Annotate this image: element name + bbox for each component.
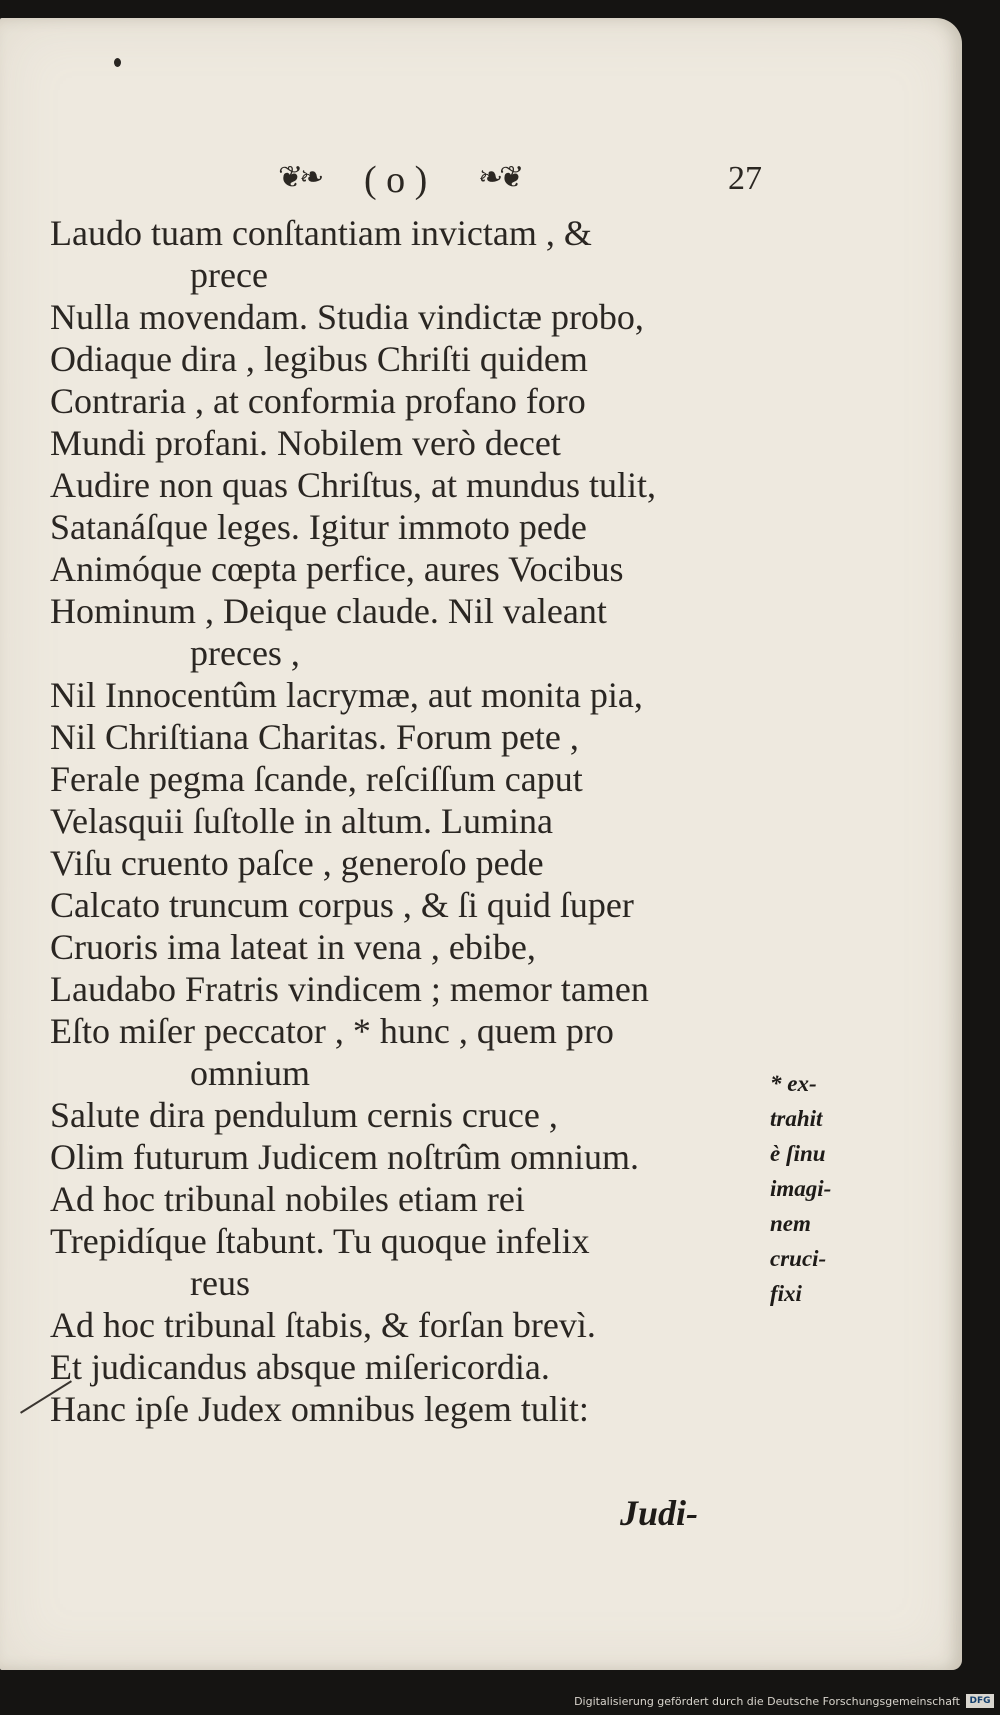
page-mark: ( o )	[364, 159, 428, 201]
verse-line: Eſto miſer peccator , * hunc , quem pro	[50, 1011, 614, 1051]
verse-line: Contraria , at conformia profano foro	[50, 381, 586, 421]
verse-line: Trepidíque ſtabunt. Tu quoque infelix	[50, 1221, 590, 1261]
ink-dot	[114, 58, 121, 67]
verse-line: Salute dira pendulum cernis cruce ,	[50, 1095, 558, 1135]
page-header	[0, 156, 962, 206]
verse-line: Nil Innocentûm lacrymæ, aut monita pia,	[50, 675, 643, 715]
marginal-note	[770, 1066, 870, 1311]
verse-line: Nil Chriſtiana Charitas. Forum pete ,	[50, 717, 579, 757]
catchword: Judi-	[620, 1493, 699, 1533]
marginal-note-line: nem	[770, 1211, 811, 1236]
verse-line: Ad hoc tribunal ſtabis, & forſan brevì.	[50, 1305, 596, 1345]
verse-body	[50, 212, 770, 1430]
verse-line: Odiaque dira , legibus Chriſti quidem	[50, 339, 588, 379]
verse-line: Cruoris ima lateat in vena , ebibe,	[50, 927, 536, 967]
verse-line: Olim futurum Judicem noſtrûm omnium.	[50, 1137, 639, 1177]
page-number: 27	[728, 160, 762, 197]
verse-line: preces ,	[190, 633, 300, 673]
verse-line: Laudo tuam conſtantiam invictam , &	[50, 213, 592, 253]
marginal-note-line: è ſinu	[770, 1141, 826, 1166]
verse-line: Mundi profani. Nobilem verò decet	[50, 423, 561, 463]
footer-credit: Digitalisierung gefördert durch die Deutsche Forschungsgemeinschaft	[574, 1694, 960, 1708]
dfg-logo: DFG	[966, 1694, 994, 1708]
ornament-left-icon: ❦❧	[278, 160, 321, 195]
book-page	[0, 18, 962, 1670]
verse-line: Hominum , Deique claude. Nil valeant	[50, 591, 607, 631]
marginal-note-line: fixi	[770, 1281, 802, 1306]
marginal-note-line: imagi-	[770, 1176, 832, 1201]
verse-line: Viſu cruento paſce , generoſo pede	[50, 843, 544, 883]
verse-line: Nulla movendam. Studia vindictæ probo,	[50, 297, 644, 337]
marginal-note-line: trahit	[770, 1106, 823, 1131]
verse-line: prece	[190, 255, 268, 295]
marginal-note-line: cruci-	[770, 1246, 827, 1271]
ornament-right-icon: ❧❦	[478, 160, 521, 195]
verse-line: Ferale pegma ſcande, reſciſſum caput	[50, 759, 583, 799]
verse-line: Audire non quas Chriſtus, at mundus tulit,	[50, 465, 656, 505]
verse-line: Ad hoc tribunal nobiles etiam rei	[50, 1179, 525, 1219]
verse-line: Laudabo Fratris vindicem ; memor tamen	[50, 969, 649, 1009]
verse-line: Velasquii ſuſtolle in altum. Lumina	[50, 801, 553, 841]
verse-line: Hanc ipſe Judex omnibus legem tulit:	[50, 1389, 589, 1429]
verse-line: reus	[190, 1263, 250, 1303]
verse-line: Satanáſque leges. Igitur immoto pede	[50, 507, 587, 547]
verse-line: Calcato truncum corpus , & ſi quid ſuper	[50, 885, 634, 925]
digitization-footer	[574, 1691, 994, 1711]
marginal-note-line: * ex-	[770, 1071, 817, 1096]
verse-line: omnium	[190, 1053, 311, 1093]
verse-line: Animóque cœpta perfice, aures Vocibus	[50, 549, 624, 589]
verse-line: Et judicandus absque miſericordia.	[50, 1347, 550, 1387]
